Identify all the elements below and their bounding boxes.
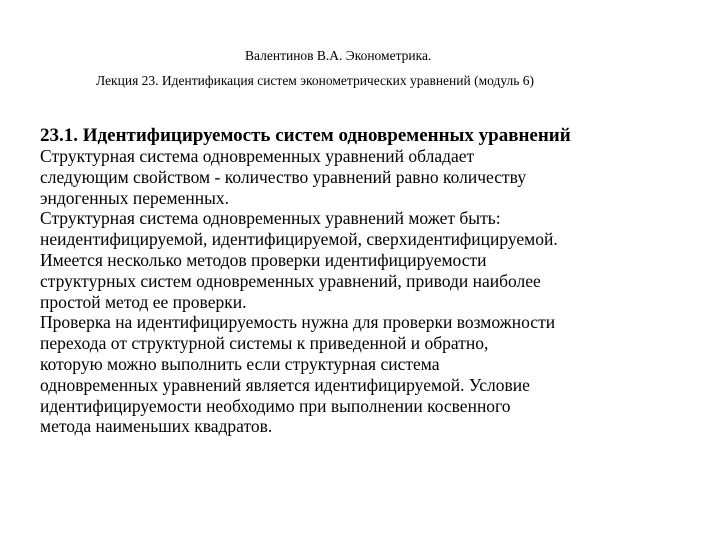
header-lecture-title: Лекция 23. Идентификация систем эконометрических уравнений (модуль 6) [96, 73, 535, 88]
text-line: неидентифицируемой, идентифицируемой, сверхидентифицируемой. [40, 229, 558, 250]
header-author-title: Валентинов В.А. Эконометрика. [245, 48, 432, 63]
text-line: простой метод ее проверки. [40, 291, 247, 312]
paragraph-methods [40, 250, 690, 312]
text-line: одновременных уравнений является идентифицируемой. Условие [40, 374, 530, 395]
text-line: идентифицируемости необходимо при выполнении косвенного [40, 395, 511, 416]
text-line: Имеется несколько методов проверки идентифицируемости [40, 249, 487, 270]
slide-content [40, 126, 690, 437]
paragraph-system-property [40, 146, 690, 208]
text-line: Проверка на идентифицируемость нужна для проверки возможности [40, 312, 556, 333]
text-line: Структурная система одновременных уравнений может быть: [40, 208, 501, 229]
text-line: эндогенных переменных. [40, 187, 229, 208]
text-line: метода наименьших квадратов. [40, 416, 273, 437]
text-line: которую можно выполнить если структурная система [40, 353, 440, 374]
text-line: Структурная система одновременных уравнений обладает [40, 146, 475, 166]
text-line: перехода от структурной системы к приведенной и обратно, [40, 333, 489, 354]
paragraph-identification-check [40, 312, 690, 437]
paragraph-identification-types [40, 208, 690, 250]
text-line: структурных систем одновременных уравнений, приводи наиболее [40, 270, 541, 291]
text-line: следующим свойством - количество уравнений равно количеству [40, 166, 527, 187]
section-heading: 23.1. Идентифицируемость систем одновременных уравнений [40, 125, 571, 146]
